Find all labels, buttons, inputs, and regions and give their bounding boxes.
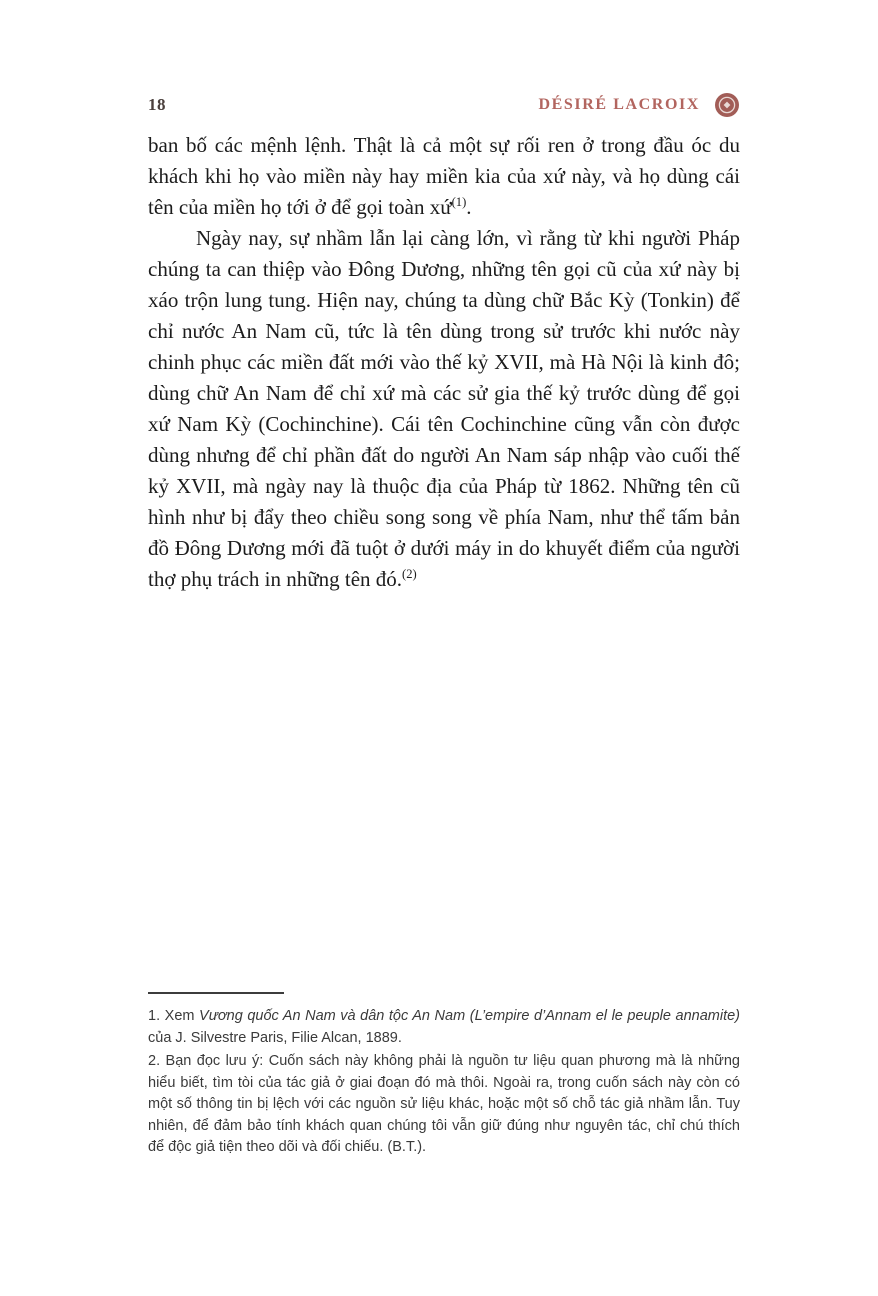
footnote-ref-2: (2): [402, 567, 417, 581]
footnote-1: [148, 1006, 740, 1049]
footnote-1-translated-title: (L’empire d’Annam el le peuple annamite): [465, 1008, 740, 1024]
page-header: [148, 92, 740, 118]
header-right: [538, 92, 740, 118]
body-text: [148, 130, 740, 595]
footnote-2: [148, 1051, 740, 1159]
paragraph-text: ban bố các mệnh lệnh. Thật là cả một sự rối ren ở trong đầu óc du khách khi họ vào miền này hay miền kia của xứ này, và họ dùng cái tên của miền họ tới ở để gọi toàn xứ: [148, 133, 740, 219]
paragraph: [148, 130, 740, 223]
coin-medallion-icon: [714, 92, 740, 118]
footnote-ref-1: (1): [451, 195, 467, 209]
footnotes: [148, 992, 740, 1161]
footnote-2-text: 2. Bạn đọc lưu ý: Cuốn sách này không phải là nguồn tư liệu quan phương mà là những hiểu biết, tìm tòi của tác giả ở giai đoạn đó mà thôi. Ngoài ra, trong cuốn sách này còn có một số thông tin bị lệch với các nguồn sử liệu khác, hoặc một số chỗ tác giả nhầm lẫn. Tuy nhiên, để đảm bảo tính khách quan chúng tôi vẫn giữ đúng như nguyên tác, chỉ chú thích để độc giả tiện theo dõi và đối chiếu. (B.T.).: [148, 1053, 740, 1155]
footnote-divider: [148, 992, 284, 994]
running-head-author: DÉSIRÉ LACROIX: [538, 96, 700, 113]
paragraph-tail: .: [466, 195, 472, 219]
footnote-1-book-title: Vương quốc An Nam và dân tộc An Nam: [199, 1008, 466, 1024]
footnote-1-prefix: 1. Xem: [148, 1008, 200, 1024]
footnote-1-tail: của J. Silvestre Paris, Filie Alcan, 1889.: [148, 1029, 402, 1046]
page-number: 18: [148, 95, 166, 114]
paragraph: [148, 223, 740, 595]
paragraph-text: Ngày nay, sự nhầm lẫn lại càng lớn, vì rằng từ khi người Pháp chúng ta can thiệp vào Đông Dương, những tên gọi cũ của xứ này bị xáo trộn lung tung. Hiện nay, chúng ta dùng chữ Bắc Kỳ (Tonkin) để chỉ nước An Nam cũ, tức là tên dùng trong sử trước khi nước này chinh phục các miền đất mới vào thế kỷ XVII, mà Hà Nội là kinh đô; dùng chữ An Nam để chỉ xứ mà các sử gia thế kỷ trước dùng để gọi xứ Nam Kỳ (Cochinchine). Cái tên Cochinchine cũng vẫn còn được dùng nhưng để chỉ phần đất do người An Nam sáp nhập vào cuối thế kỷ XVII, mà ngày nay là thuộc địa của Pháp từ 1862. Những tên cũ hình như bị đẩy theo chiều song song về phía Nam, như thể tấm bản đồ Đông Dương mới đã tuột ở dưới máy in do khuyết điểm của người thợ phụ trách in những tên đó.: [148, 226, 740, 591]
